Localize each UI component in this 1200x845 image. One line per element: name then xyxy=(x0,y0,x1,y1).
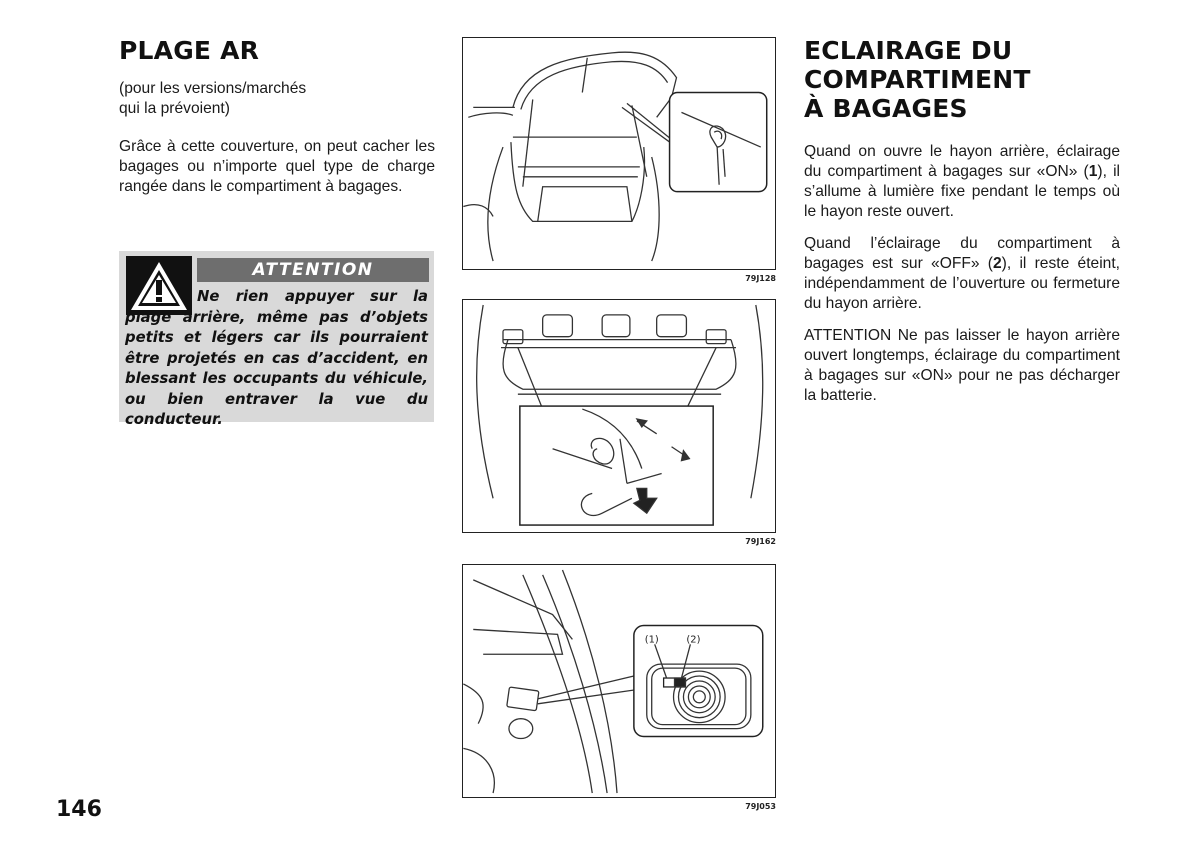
warning-text: Ne rien appuyer sur la plage arrière, même pas d’objets petits et légers car ils pourraient être projetés en cas d’accident, en blessant les occupants du véhicule, ou bien entraver la vue du conducteur. xyxy=(125,288,428,428)
paragraph-on-mode xyxy=(804,142,1120,222)
section-title-plage-ar: PLAGE AR xyxy=(119,36,260,65)
parcel-shelf-illustration xyxy=(463,300,775,532)
para1-part-a: Quand on ouvre le hayon arrière, éclairage du compartiment à bagages sur «ON» ( xyxy=(804,143,1120,180)
trunk-light-illustration xyxy=(463,565,775,797)
open-tailgate-illustration xyxy=(463,38,775,269)
intro-paragraph: Grâce à cette couverture, on peut cacher les bagages ou n’importe quel type de charge rangée dans le compartiment à bagages. xyxy=(119,138,435,195)
switch-label-1: (1) xyxy=(644,634,659,646)
warning-label: ATTENTION xyxy=(197,258,429,282)
para2-ref-2: 2 xyxy=(992,255,1002,272)
availability-note xyxy=(119,79,435,119)
para1-ref-1: 1 xyxy=(1088,163,1098,180)
left-column xyxy=(119,36,435,197)
figure-code-2: 79J162 xyxy=(745,537,776,546)
page-number: 146 xyxy=(56,797,102,822)
title-line-1: ECLAIRAGE DU xyxy=(804,36,1013,65)
para1-part-c: ), il s’allume à lumière fixe pendant le temps où le hayon reste ouvert. xyxy=(804,163,1120,220)
section-title-eclairage xyxy=(804,36,1120,123)
availability-note-line2: qui la prévoient) xyxy=(119,100,230,117)
switch-label-2: (2) xyxy=(686,634,701,646)
paragraph-battery-caution: ATTENTION Ne pas laisser le hayon arrière ouvert longtemps, éclairage du compartiment à bagages sur «ON» pour ne pas décharger la batterie. xyxy=(804,327,1120,404)
para2-part-a: Quand l’éclairage du compartiment à bagages est sur «OFF» ( xyxy=(804,235,1120,272)
title-line-3: À BAGAGES xyxy=(804,94,968,123)
title-line-2: COMPARTIMENT xyxy=(804,65,1031,94)
para2-part-c: ), il reste éteint, indépendamment de l’ouverture ou fermeture du hayon arrière. xyxy=(804,255,1120,312)
warning-box xyxy=(119,251,434,428)
figure-code-3: 79J053 xyxy=(745,802,776,811)
figure-open-tailgate xyxy=(462,37,776,270)
figure-parcel-shelf xyxy=(462,299,776,533)
figure-trunk-light-switch xyxy=(462,564,776,798)
figure-code-1: 79J128 xyxy=(745,274,776,283)
right-column xyxy=(804,36,1120,406)
paragraph-off-mode xyxy=(804,234,1120,314)
availability-note-line1: (pour les versions/marchés xyxy=(119,80,307,97)
